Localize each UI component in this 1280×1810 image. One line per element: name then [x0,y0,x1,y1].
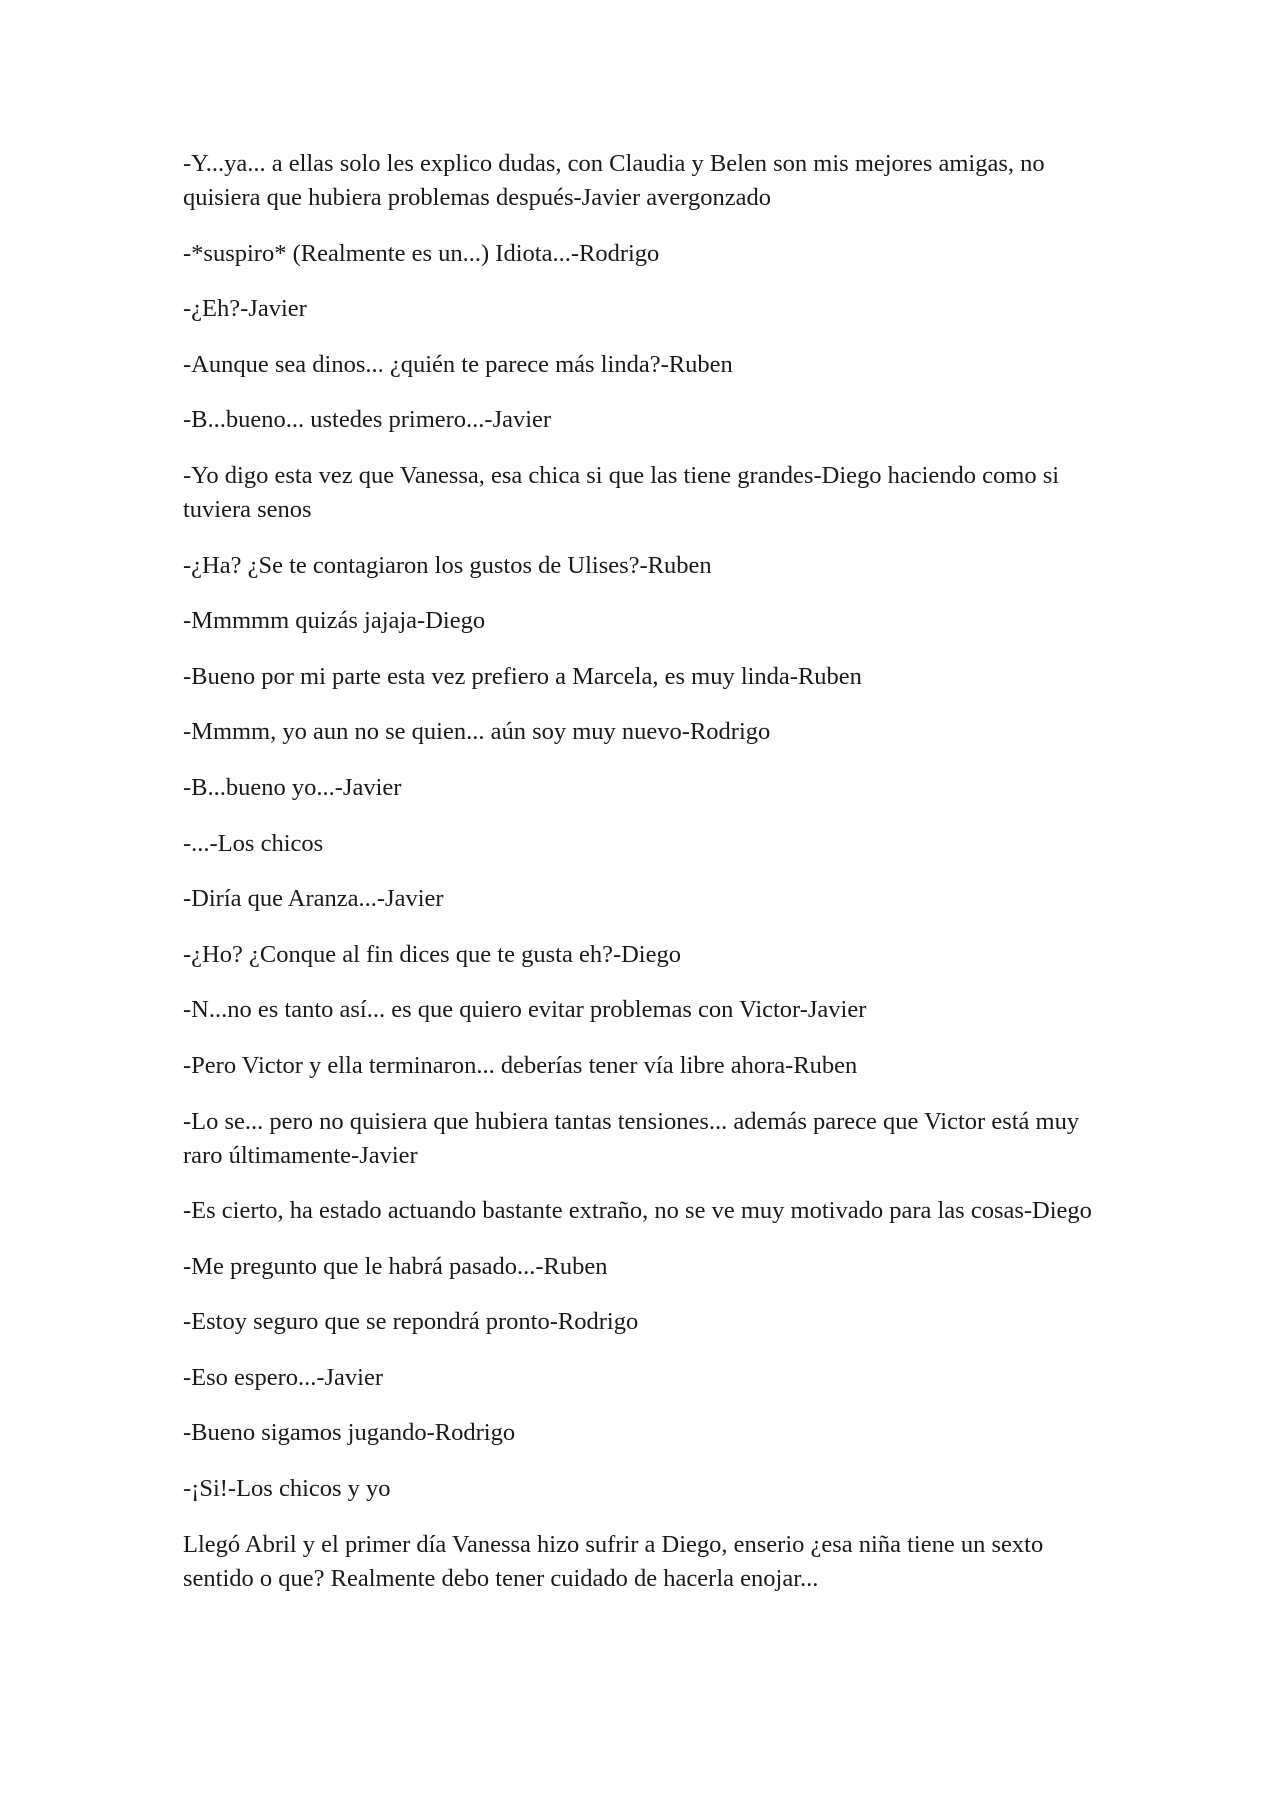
paragraph: -¿Ha? ¿Se te contagiaron los gustos de Ulises?-Ruben [183,551,712,579]
paragraph: -Diría que Aranza...-Javier [183,885,444,913]
paragraph: -Me pregunto que le habrá pasado...-Ruben [183,1252,608,1280]
document-body [183,147,1103,1617]
paragraph: -Es cierto, ha estado actuando bastante extraño, no se ve muy motivado para las cosas-Diego [183,1197,1092,1225]
paragraph: -*suspiro* (Realmente es un...) Idiota...-Rodrigo [183,239,660,267]
paragraph: -¿Ho? ¿Conque al fin dices que te gusta eh?-Diego [183,940,681,968]
paragraph: Llegó Abril y el primer día Vanessa hizo sufrir a Diego, enserio ¿esa niña tiene un sexto sentido o que? Realmente debo tener cuidado de hacerla enojar... [183,1530,1044,1592]
paragraph: -¿Eh?-Javier [183,295,307,323]
paragraph: -Yo digo esta vez que Vanessa, esa chica si que las tiene grandes-Diego haciendo como si tuviera senos [183,461,1060,523]
paragraph: -N...no es tanto así... es que quiero evitar problemas con Victor-Javier [183,996,867,1024]
paragraph: -Estoy seguro que se repondrá pronto-Rodrigo [183,1308,639,1336]
paragraph: -Mmmmm quizás jajaja-Diego [183,607,486,635]
paragraph: -Pero Victor y ella terminaron... deberías tener vía libre ahora-Ruben [183,1051,858,1079]
paragraph: -¡Si!-Los chicos y yo [183,1475,391,1503]
paragraph: -Y...ya... a ellas solo les explico dudas, con Claudia y Belen son mis mejores amigas, no quisiera que hubiera problemas después-Javier avergonzado [183,150,1045,211]
paragraph: -Lo se... pero no quisiera que hubiera tantas tensiones... además parece que Victor está muy raro últimamente-Javier [183,1107,1080,1169]
paragraph: -Eso espero...-Javier [183,1363,384,1391]
paragraph: -B...bueno... ustedes primero...-Javier [183,406,552,434]
paragraph: -Bueno sigamos jugando-Rodrigo [183,1419,516,1447]
paragraph: -B...bueno yo...-Javier [183,773,402,801]
paragraph: -Bueno por mi parte esta vez prefiero a Marcela, es muy linda-Ruben [183,662,862,690]
paragraph: -...-Los chicos [183,829,324,857]
paragraph: -Mmmm, yo aun no se quien... aún soy muy nuevo-Rodrigo [183,718,771,746]
paragraph: -Aunque sea dinos... ¿quién te parece más linda?-Ruben [183,350,733,378]
